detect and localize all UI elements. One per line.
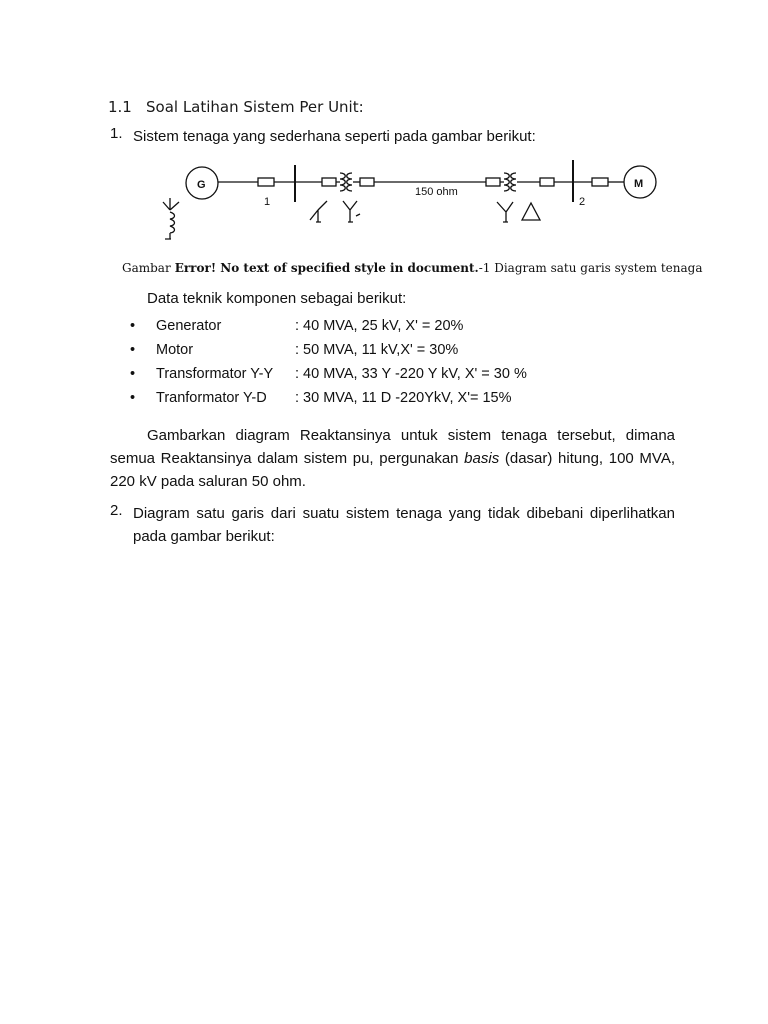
line-impedance-label: 150 ohm (415, 186, 458, 198)
figure-caption (122, 261, 703, 275)
task-paragraph (110, 424, 675, 493)
bullet: • (130, 366, 136, 382)
spec-value: : 30 MVA, 11 D -220YkV, X'= 15% (295, 390, 512, 406)
impedance-box-1 (258, 178, 274, 186)
section-title: Soal Latihan Sistem Per Unit: (146, 98, 364, 116)
section-number: 1.1 (108, 98, 132, 116)
one-line-diagram (150, 150, 670, 250)
spec-name: Tranformator Y-D (156, 390, 267, 406)
task-text-italic: basis (464, 450, 500, 467)
bullet: • (130, 318, 136, 334)
task-text-1: Gambarkan diagram Reaktansinya untuk sistem tenaga tersebut, dimana semua Reaktansinya dalam sistem pu, pergunakan (110, 427, 675, 467)
caption-suffix: -1 Diagram satu garis system tenaga (478, 261, 703, 275)
bullet: • (130, 390, 136, 406)
motor-label: M (634, 178, 644, 190)
question-1-text: Sistem tenaga yang sederhana seperti pada gambar berikut: (133, 128, 536, 145)
data-intro: Data teknik komponen sebagai berikut: (147, 290, 407, 307)
transformer-2-symbol (500, 173, 516, 191)
question-2-text: Diagram satu garis dari suatu sistem tenaga yang tidak dibebani diperlihatkan pada gambar berikut: (133, 505, 675, 545)
spec-name: Generator (156, 318, 222, 334)
spec-value: : 40 MVA, 25 kV, X' = 20% (295, 318, 464, 334)
impedance-box-4 (486, 178, 500, 186)
spec-name: Motor (156, 342, 194, 358)
impedance-box-3 (360, 178, 374, 186)
bus-2-label: 2 (579, 196, 586, 208)
task-text-2: (dasar) hitung, 100 MVA, 220 kV pada saluran 50 ohm. (110, 450, 675, 490)
spec-name: Transformator Y-Y (156, 366, 274, 382)
transformer-2-wye-delta-symbols (497, 202, 540, 222)
bus-1-label: 1 (264, 196, 271, 208)
transformer-1-symbol (336, 173, 352, 191)
impedance-box-2 (322, 178, 336, 186)
caption-prefix: Gambar (122, 261, 171, 275)
transformer-1-wye-symbols (310, 201, 360, 222)
spec-value: : 40 MVA, 33 Y -220 Y kV, X' = 30 % (295, 366, 527, 382)
section-heading (108, 98, 364, 116)
impedance-box-5 (540, 178, 554, 186)
spec-value: : 50 MVA, 11 kV,X' = 30% (295, 342, 459, 358)
question-1-number: 1. (110, 125, 123, 142)
bullet: • (130, 342, 136, 358)
generator-grounding-symbol (163, 198, 179, 239)
caption-error: Error! No text of specified style in document. (174, 261, 479, 275)
generator-label: G (197, 179, 206, 191)
impedance-box-6 (592, 178, 608, 186)
question-2-number: 2. (110, 502, 123, 519)
